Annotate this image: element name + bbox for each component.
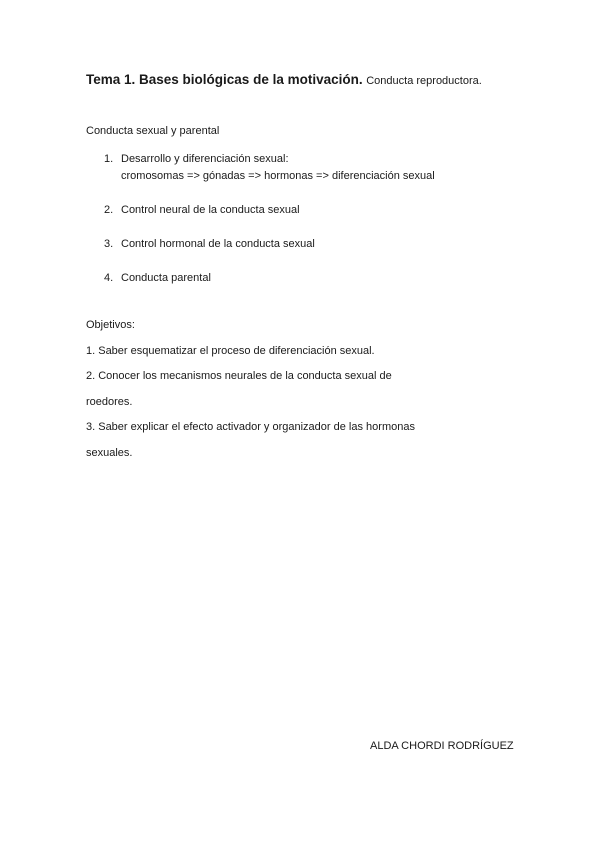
title-main: Tema 1. Bases biológicas de la motivación. [86,72,363,87]
section-heading: Conducta sexual y parental [86,125,220,137]
title-subtitle: Conducta reproductora. [366,75,482,87]
list-item [104,236,435,270]
objective-item: 3. Saber explicar el efecto activador y organizador de las hormonas sexuales. [86,421,415,459]
list-number: 1. [104,153,114,165]
list-number: 2. [104,204,114,216]
list-number: 3. [104,238,114,250]
list-item-text: Conducta parental [121,272,211,284]
objective-item: 2. Conocer los mecanismos neurales de la conducta sexual de roedores. [86,370,392,408]
list-item [104,151,435,202]
objectives-heading: Objetivos: [86,319,135,331]
list-item-text: Control hormonal de la conducta sexual [121,238,315,250]
objectives-section [86,313,426,466]
list-item [104,270,435,287]
objective-item: 1. Saber esquematizar el proceso de diferenciación sexual. [86,344,375,357]
author-name: ALDA CHORDI RODRÍGUEZ [370,740,514,752]
list-item [104,202,435,236]
list-item-text: Desarrollo y diferenciación sexual: [121,153,289,165]
topics-list [104,151,435,287]
list-item-text: Control neural de la conducta sexual [121,204,300,216]
list-item-subtext: cromosomas => gónadas => hormonas => diferenciación sexual [121,170,435,182]
list-number: 4. [104,272,114,284]
document-title [86,72,482,87]
